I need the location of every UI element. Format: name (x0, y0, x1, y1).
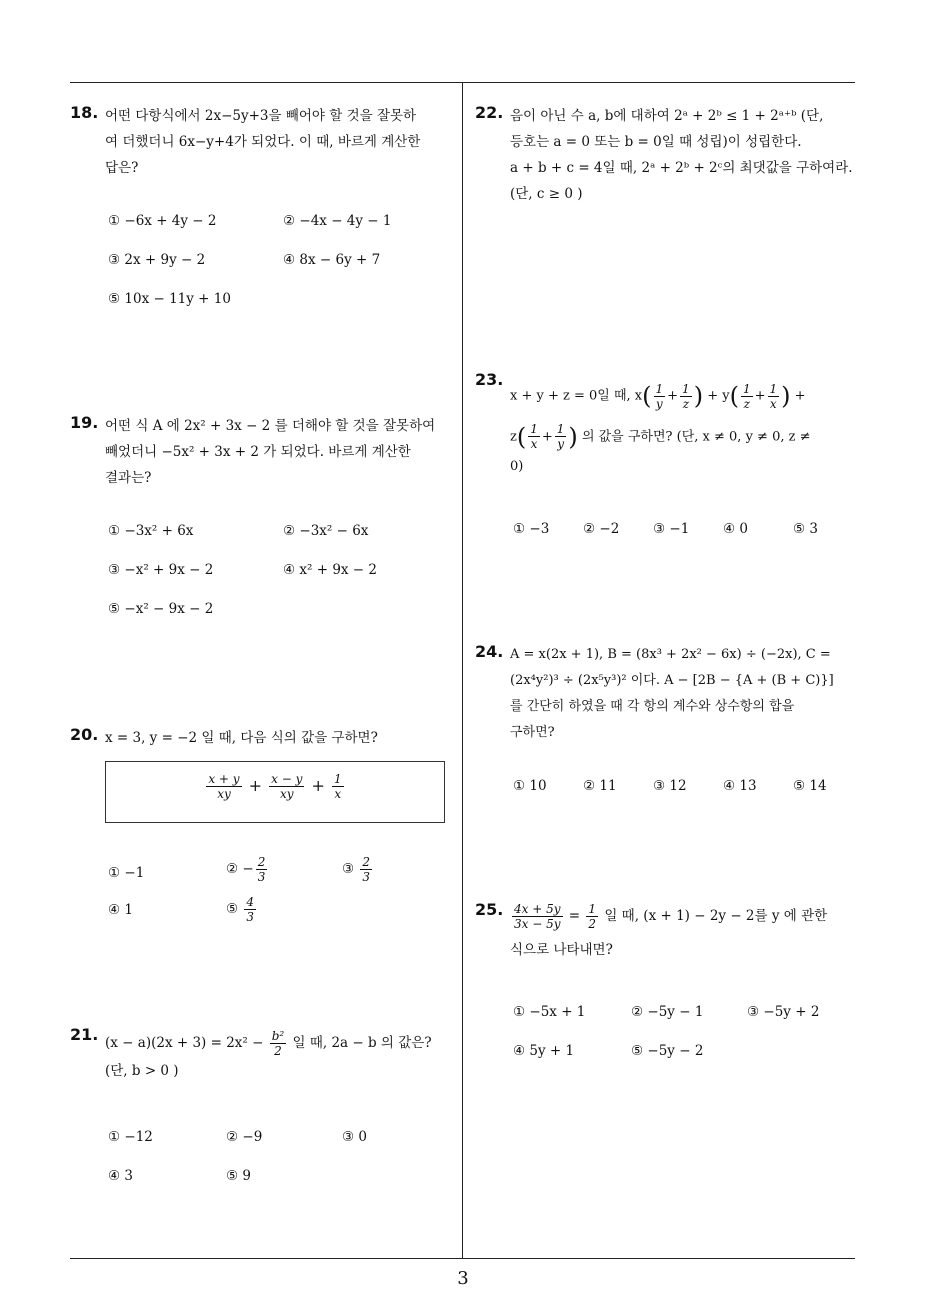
choice-4[interactable]: ④ x² + 9x − 2 (283, 562, 377, 578)
question-20 (70, 725, 455, 940)
fraction: $\frac{x - y}{xy}$ (271, 772, 303, 801)
question-24 (475, 642, 860, 802)
question-21 (70, 1025, 455, 1195)
question-stem: 어떤 식 A 에 2x² + 3x − 2 를 더해야 할 것을 잘못하여 빼었더니 −5x² + 3x + 2 가 되었다. 바르게 계산한 결과는? (105, 418, 436, 486)
expression-box: $\frac{x + y}{xy}$ + $\frac{x - y}{xy}$ + $\frac{1}{x}$ (105, 761, 445, 823)
choice-2[interactable]: ② −9 (226, 1129, 263, 1145)
choice-1[interactable]: ① −12 (108, 1129, 153, 1145)
choice-4[interactable]: ④ 0 (723, 521, 748, 537)
question-number: 25. (475, 900, 504, 919)
choice-3[interactable]: ③ 2x + 9y − 2 (108, 252, 206, 268)
choice-2[interactable]: ② 11 (583, 778, 617, 794)
question-22 (475, 103, 860, 223)
question-number: 24. (475, 642, 504, 661)
choice-3[interactable]: ③ 12 (653, 778, 687, 794)
question-number: 22. (475, 103, 504, 122)
choice-2[interactable]: ② − $\frac{2}{3}$ (226, 855, 266, 884)
choice-4[interactable]: ④ 13 (723, 778, 757, 794)
choice-2[interactable]: ② −3x² − 6x (283, 523, 369, 539)
choice-3[interactable]: ③ −5y + 2 (747, 1004, 820, 1020)
question-number: 19. (70, 413, 99, 432)
question-25 (475, 900, 860, 1070)
choice-5[interactable]: ⑤ 9 (226, 1168, 251, 1184)
fraction: $\frac{1}{x}$ (334, 772, 342, 801)
choice-3[interactable]: ③ $\frac{2}{3}$ (342, 855, 371, 884)
choice-5[interactable]: ⑤ 10x − 11y + 10 (108, 291, 231, 307)
question-23 (475, 370, 860, 550)
choice-4[interactable]: ④ 5y + 1 (513, 1043, 575, 1059)
choice-1[interactable]: ① −3 (513, 521, 550, 537)
fraction: $\frac{\text{b²}}{2}$ (271, 1029, 285, 1058)
choice-1[interactable]: ① −6x + 4y − 2 (108, 213, 217, 229)
choice-2[interactable]: ② −4x − 4y − 1 (283, 213, 392, 229)
choice-1[interactable]: ① 10 (513, 778, 547, 794)
choice-4[interactable]: ④ 3 (108, 1168, 133, 1184)
fraction: $\frac{1}{2}$ (588, 902, 597, 931)
question-stem: (x − a)(2x + 3) = 2x² − $\frac{\text{b²}}{2}$ 일 때, 2a − b 의 값은? (단, b > 0 ) (105, 1029, 432, 1079)
question-stem: 음이 아닌 수 a, b에 대하여 2ᵃ + 2ᵇ ≤ 1 + 2ᵃ⁺ᵇ (단, 등호는 a = 0 또는 b = 0일 때 성립)이 성립한다. a + b + c = 4일 때, 2ᵃ + 2ᵇ + 2ᶜ의 최댓값을 구하여라. (단, c ≥ 0 ) (510, 108, 853, 202)
question-stem: x = 3, y = −2 일 때, 다음 식의 값을 구하면? (105, 730, 378, 746)
bottom-rule (70, 1258, 855, 1259)
question-stem: 어떤 다항식에서 2x−5y+3을 빼어야 할 것을 잘못하 여 더했더니 6x−y+4가 되었다. 이 때, 바르게 계산한 답은? (105, 108, 421, 176)
question-stem: $\frac{4x + 5y}{3x - 5y}$ = $\frac{1}{2}$ 일 때, (x + 1) − 2y − 2를 y 에 관한 식으로 나타내면? (510, 902, 828, 958)
choice-3[interactable]: ③ −1 (653, 521, 690, 537)
question-number: 23. (475, 370, 504, 389)
choice-5[interactable]: ⑤ 14 (793, 778, 827, 794)
question-number: 21. (70, 1025, 99, 1044)
question-number: 18. (70, 103, 99, 122)
choice-5[interactable]: ⑤ 3 (793, 521, 818, 537)
column-divider (462, 82, 463, 1259)
choice-5[interactable]: ⑤ −x² − 9x − 2 (108, 601, 214, 617)
choice-1[interactable]: ① −5x + 1 (513, 1004, 586, 1020)
question-number: 20. (70, 725, 99, 744)
fraction: $\frac{4x + 5y}{3x - 5y}$ (514, 902, 561, 931)
choice-3[interactable]: ③ −x² + 9x − 2 (108, 562, 214, 578)
choice-4[interactable]: ④ 1 (108, 902, 133, 918)
choice-5[interactable]: ⑤ −5y − 2 (631, 1043, 704, 1059)
choice-1[interactable]: ① −1 (108, 865, 145, 881)
choice-3[interactable]: ③ 0 (342, 1129, 367, 1145)
choice-1[interactable]: ① −3x² + 6x (108, 523, 194, 539)
choice-2[interactable]: ② −5y − 1 (631, 1004, 704, 1020)
choice-2[interactable]: ② −2 (583, 521, 620, 537)
page-number: 3 (457, 1268, 469, 1289)
choice-5[interactable]: ⑤ $\frac{4}{3}$ (226, 895, 255, 924)
question-19 (70, 413, 455, 633)
question-stem: A = x(2x + 1), B = (8x³ + 2x² − 6x) ÷ (−2x), C = (2x⁴y²)³ ÷ (2x⁵y³)² 이다. A − [2B − {A + (B + C)}] 를 간단히 하였을 때 각 항의 계수와 상수항의 합을 구하면? (510, 647, 834, 740)
choice-4[interactable]: ④ 8x − 6y + 7 (283, 252, 381, 268)
question-stem: x + y + z = 0일 때, x( $\frac{1}{y}$ + $\frac{1}{z}$ ) + y( $\frac{1}{z}$ + $\frac{1}{x}$ ) + z( $\frac{1}{x}$ + $\frac{1}{y}$ ) 의 값을 구하면? (단, x ≠ 0, y ≠ 0, z ≠ 0) (510, 381, 811, 474)
question-18 (70, 103, 455, 323)
fraction: $\frac{x + y}{xy}$ (208, 772, 240, 801)
